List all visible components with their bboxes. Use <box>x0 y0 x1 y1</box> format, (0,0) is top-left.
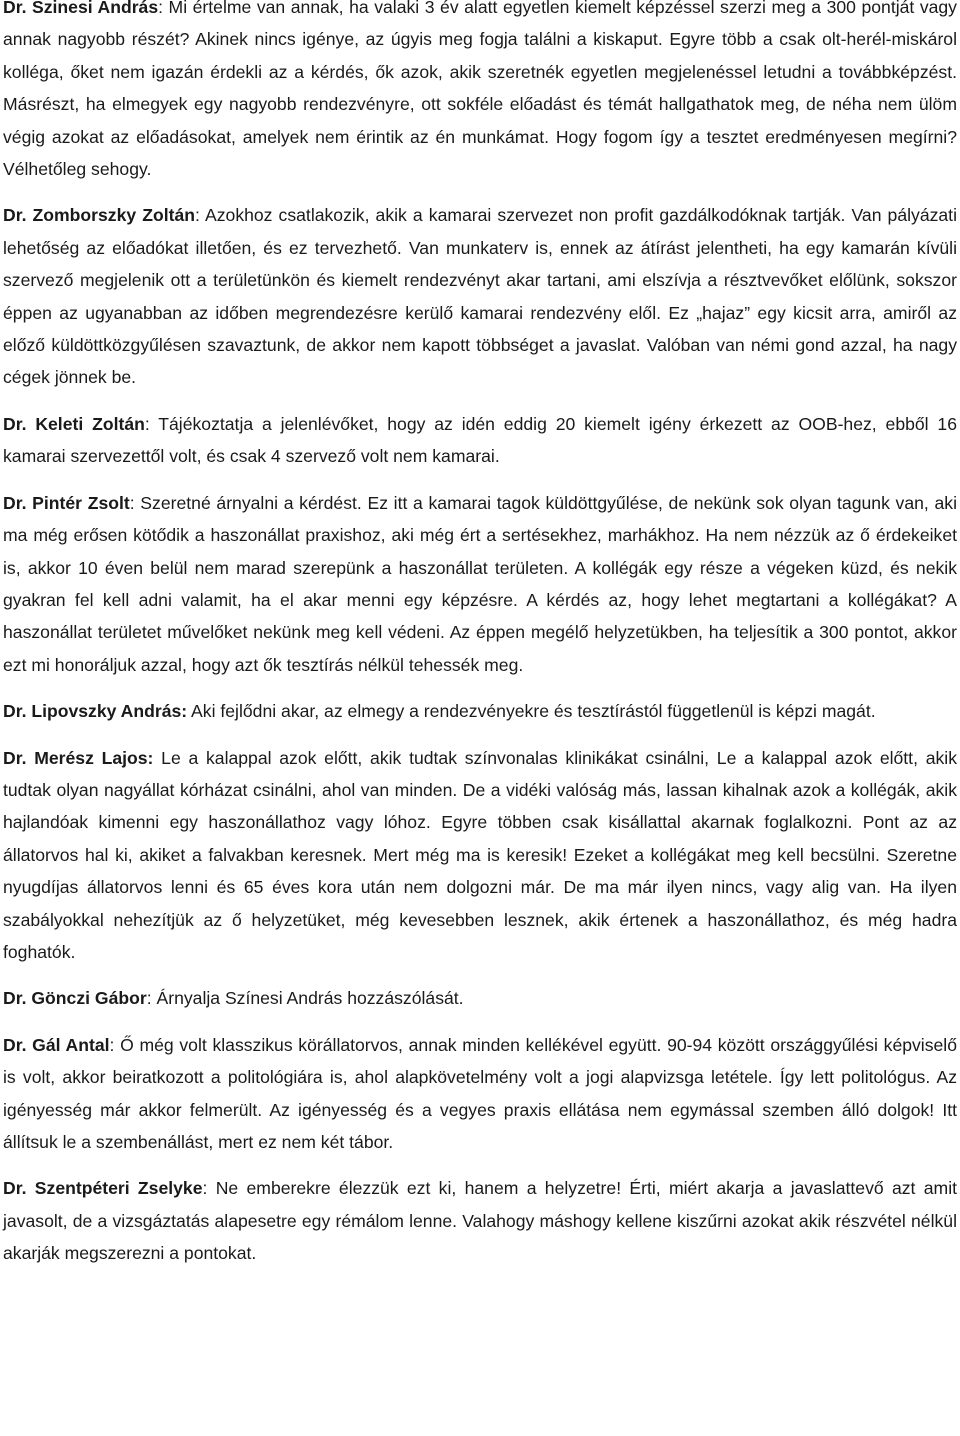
speaker-name: Dr. Gönczi Gábor <box>3 988 147 1009</box>
paragraph-text: : Tájékoztatja a jelenlévőket, hogy az idén eddig 20 kiemelt igény érkezett az OOB-hez, ebből 16 kamarai szervezettől volt, és csak 4 szervező volt nem kamarai. <box>3 413 957 467</box>
paragraph-text: : Szeretné árnyalni a kérdést. Ez itt a kamarai tagok küldöttgyűlése, de nekünk sok olyan tagunk van, aki ma még erősen kötődik a haszonállat praxishoz, aki még ért a sertésekhez, marhákhoz. Ha nem nézzük az ő érdekeiket is, akkor 10 éven belül nem marad szerepünk a haszonállat területen. A kollégák egy része a végeken küzd, és nekik gyakran fel kell adni valamit, ha el akar menni egy képzésre. A kérdés az, hogy lehet megtartani a kollégákat? A haszonállat területet művelőket nekünk meg kell védeni. Az éppen megélő helyzetükben, ha teljesítik a 300 pontot, akkor ezt mi honoráljuk azzal, hogy azt ők tesztírás nélkül tehessék meg. <box>3 492 957 675</box>
paragraph-text: : Árnyalja Színesi András hozzászólását. <box>146 988 464 1009</box>
speaker-name: Dr. Szentpéteri Zselyke <box>3 1178 203 1199</box>
paragraph-szentpeteri <box>3 1172 957 1269</box>
paragraph-lipovszky <box>3 695 957 727</box>
paragraph-text: : Ő még volt klasszikus körállatorvos, annak minden kellékével együtt. 90-94 között országgyűlési képviselő is volt, akkor beiratkozott a politológiára is, ahol alapkövetelmény volt a jogi alapvizsga letétele. Így lett politológus. Az igényesség már akkor felmerült. Az igényesség és a vegyes praxis ellátása nem egymással szemben álló dolgok! Itt állítsuk le a szembenállást, mert ez nem két tábor. <box>3 1034 957 1152</box>
paragraph-szinesi <box>3 0 957 185</box>
paragraph-zomborszky <box>3 199 957 393</box>
paragraph-text: Le a kalappal azok előtt, akik tudtak színvonalas klinikákat csinálni, Le a kalappal azok előtt, akik tudtak olyan nagyállat kórházat csinálni, ahol van minden. De a vidéki valóság más, lassan kihalnak azok a kollégák, akik hajlandóak kimenni egy haszonállathoz vagy lóhoz. Egyre többen csak kisállattal akarnak foglalkozni. Pont az az állatorvos hal ki, akiket a falvakban keresnek. Mert még ma is keresik! Ezeket a kollégákat meg kell becsülni. Szeretne nyugdíjas állatorvos lenni és 65 éves kora után nem dolgozni már. De ma már ilyen nincs, vagy alig van. Ha ilyen szabályokkal nehezítjük az ő helyzetüket, még kevesebben lesznek, akik értenek a haszonállathoz, és még hadra foghatók. <box>3 747 957 962</box>
paragraph-meresz <box>3 742 957 969</box>
paragraph-text: : Azokhoz csatlakozik, akik a kamarai szervezet non profit gazdálkodóknak tartják. Van pályázati lehetőség az előadókat illetően, és ez tervezhető. Van munkaterv is, ennek az átírást jelentheti, ha egy kamarán kívüli szervező megjelenik ott a területünkön és kiemelt rendezvényt akar tartani, ami elszívja a résztvevőket előlünk, sokszor éppen az ugyanabban az időben megrendezésre kerülő kamarai rendezvény elől. Ez „hajaz” egy kicsit arra, amiről az előző küldöttközgyűlésen szavaztunk, de akkor nem kapott többséget a javaslat. Valóban van némi gond azzal, ha nagy cégek jönnek be. <box>3 205 957 388</box>
paragraph-text: Aki fejlődni akar, az elmegy a rendezvényekre és tesztírástól függetlenül is képzi magát. <box>187 701 876 722</box>
paragraph-text: : Mi értelme van annak, ha valaki 3 év alatt egyetlen kiemelt képzéssel szerzi meg a 300 pontját vagy annak nagyobb részét? Akinek nincs igénye, az úgyis meg fogja találni a kiskaput. Egyre több a csak olt-herél-miskárol kolléga, őket nem igazán érdekli az a kérdés, ők azok, akik szeretnék egyetlen megjelenéssel letudni a továbbképzést. Másrészt, ha elmegyek egy nagyobb rendezvényre, ott sokféle előadást és témát hallgathatok meg, de néha nem ülöm végig azokat az előadásokat, amelyek nem érintik az én munkámat. Hogy fogom így a tesztet eredményesen megírni? Vélhetőleg sehogy. <box>3 0 957 180</box>
paragraph-keleti <box>3 408 957 473</box>
speaker-name: Dr. Merész Lajos: <box>3 747 154 768</box>
speaker-name: Dr. Zomborszky Zoltán <box>3 205 196 226</box>
speaker-name: Dr. Szinesi András <box>3 0 159 17</box>
speaker-name: Dr. Gál Antal <box>3 1034 110 1055</box>
paragraph-gal <box>3 1029 957 1159</box>
paragraph-gonczi <box>3 982 957 1014</box>
paragraph-text: : Ne emberekre élezzük ezt ki, hanem a helyzetre! Érti, miért akarja a javaslattevő azt amit javasolt, de a vizsgáztatás alapesetre egy rémálom lenne. Valahogy máshogy kellene kiszűrni azokat akik részvétel nélkül akarják megszerezni a pontokat. <box>3 1178 957 1264</box>
paragraph-pinter <box>3 487 957 681</box>
speaker-name: Dr. Pintér Zsolt <box>3 492 130 513</box>
speaker-name: Dr. Keleti Zoltán <box>3 413 145 434</box>
speaker-name: Dr. Lipovszky András: <box>3 701 188 722</box>
